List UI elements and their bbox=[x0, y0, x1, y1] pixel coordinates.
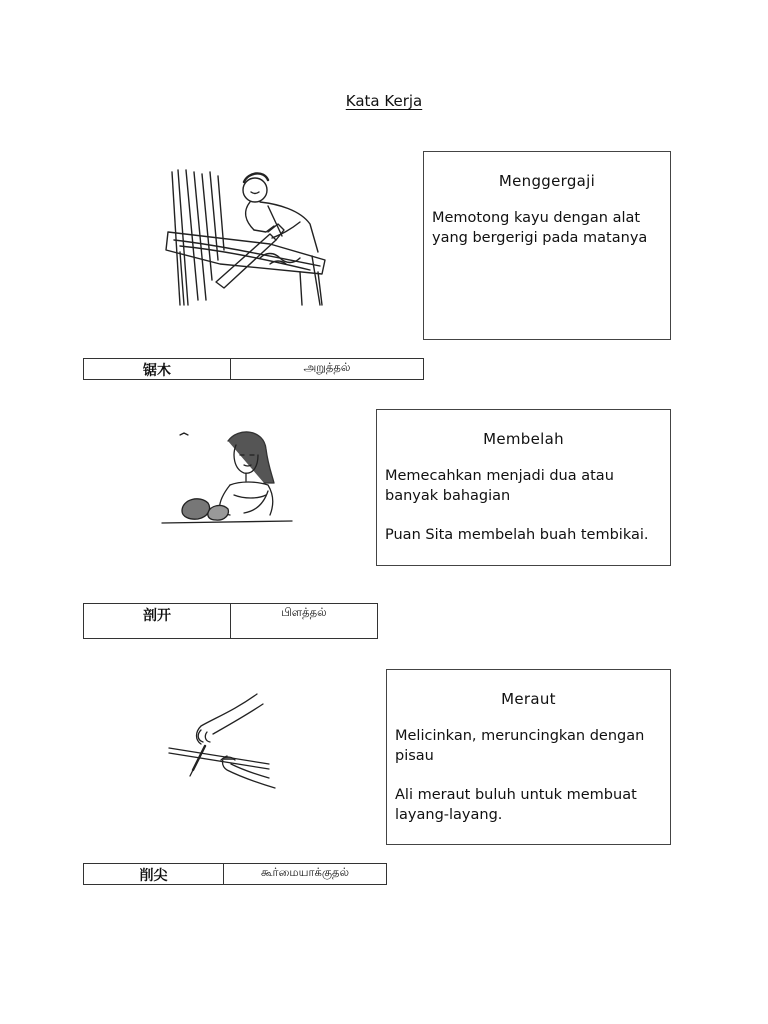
word-definition: Memotong kayu dengan alat yang bergerigi pada matanya bbox=[432, 210, 648, 246]
page-title: Kata Kerja bbox=[345, 92, 423, 110]
translation-table-menggergaji bbox=[83, 358, 424, 380]
word-example: Ali meraut buluh untuk membuat layang-layang. bbox=[395, 787, 637, 823]
word-title: Membelah bbox=[483, 430, 564, 448]
word-title: Menggergaji bbox=[498, 172, 596, 190]
definition-box-membelah bbox=[376, 409, 671, 566]
definition-box-menggergaji bbox=[423, 151, 671, 340]
tamil-translation: அறுத்தல் bbox=[303, 360, 351, 374]
translation-table-meraut bbox=[83, 863, 387, 885]
word-definition: Melicinkan, meruncingkan dengan pisau bbox=[395, 728, 645, 764]
definition-box-meraut bbox=[386, 669, 671, 845]
chinese-translation: 剖开 bbox=[84, 604, 231, 638]
tamil-translation: பிளத்தல் bbox=[281, 605, 327, 619]
tamil-translation: கூர்மையாக்குதல் bbox=[260, 865, 350, 879]
translation-table-membelah bbox=[83, 603, 378, 639]
word-title: Meraut bbox=[501, 690, 556, 708]
word-definition: Memecahkan menjadi dua atau banyak bahagian bbox=[385, 468, 614, 504]
man-sawing-wood-illustration bbox=[150, 160, 350, 310]
chinese-translation: 削尖 bbox=[84, 864, 224, 884]
woman-splitting-fruit-illustration bbox=[160, 425, 300, 535]
word-example: Puan Sita membelah buah tembikai. bbox=[385, 527, 649, 543]
chinese-translation: 锯木 bbox=[84, 359, 231, 379]
hands-whittling-bamboo-illustration bbox=[165, 690, 280, 790]
